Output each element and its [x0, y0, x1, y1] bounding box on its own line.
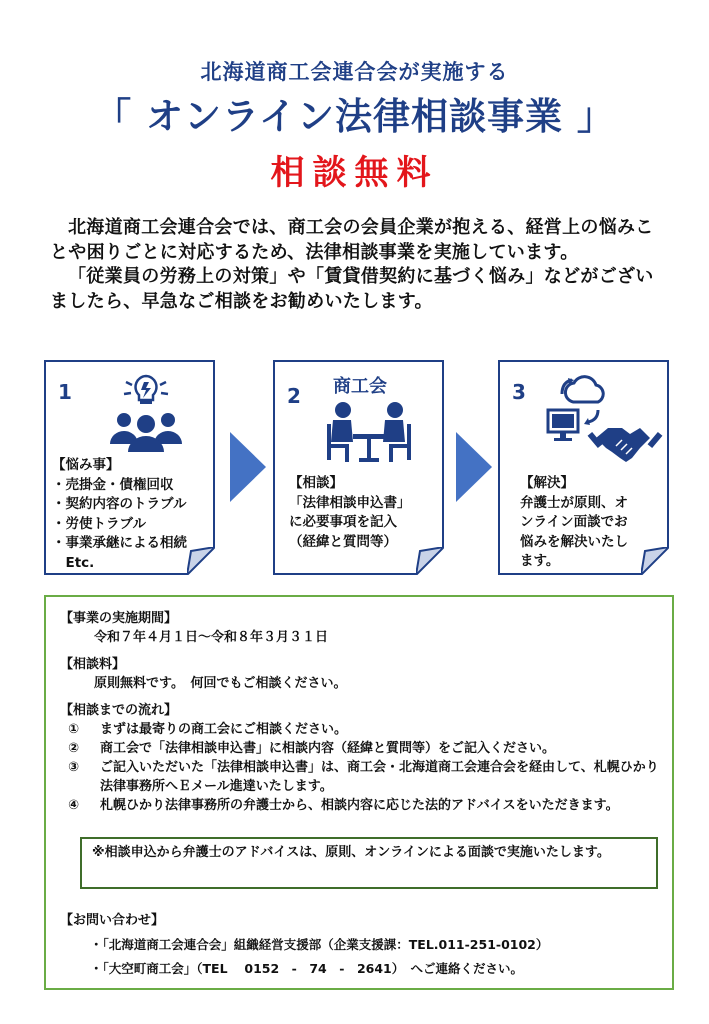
flow-step-4: 札幌ひかり法律事務所の弁護士から、相談内容に応じた法的アドバイスをいただきます。 — [100, 798, 619, 813]
page-fold-icon — [187, 547, 215, 575]
step-card-3 — [498, 360, 669, 575]
shokokai-label: 商工会 — [333, 376, 387, 397]
meeting-table-icon — [323, 400, 415, 464]
contact-federation: ・「北海道商工会連合会」組織経営支援部（企業支援課：TEL.011-251-0102） — [90, 937, 549, 952]
page-subtitle: 北海道商工会連合会が実施する — [200, 60, 509, 84]
online-note-box — [80, 837, 658, 889]
page-fold-icon — [641, 547, 669, 575]
step-number: 1 — [58, 380, 72, 404]
flow-num: ③ — [68, 760, 80, 775]
step-card-2 — [273, 360, 444, 575]
period-value: 令和７年４月１日～令和８年３月３１日 — [94, 630, 329, 645]
step-number: 2 — [287, 384, 301, 408]
fee-heading: 【相談料】 — [60, 657, 126, 672]
page-fold-icon — [416, 547, 444, 575]
flow-num: ④ — [68, 798, 80, 813]
info-box — [44, 595, 674, 990]
flow-num: ② — [68, 741, 80, 756]
flow-num: ① — [68, 722, 80, 737]
step-card-1 — [44, 360, 215, 575]
arrow-right-icon — [230, 432, 266, 502]
contact-heading: 【お問い合わせ】 — [60, 913, 165, 928]
step-number: 3 — [512, 380, 526, 404]
flow-heading: 【相談までの流れ】 — [60, 703, 178, 718]
page-title: 「 オンライン法律相談事業 」 — [94, 95, 615, 138]
free-consultation-label: 相談無料 — [270, 153, 439, 193]
arrow-right-icon — [456, 432, 492, 502]
fee-value: 原則無料です。 何回でもご相談ください。 — [94, 676, 347, 691]
flow-step-2: 商工会で「法律相談申込書」に相談内容（経緯と質問等）をご記入ください。 — [100, 741, 556, 756]
period-heading: 【事業の実施期間】 — [60, 611, 178, 626]
intro-paragraph-2: 「従業員の労務上の対策」や「賃貸借契約に基づく悩み」などがございましたら、早急なご相談をお勧めいたします。 — [50, 266, 654, 312]
step-description: 【解決】 弁護士が原則、オ ンライン面談でお 悩みを解決いたし ます。 — [520, 475, 628, 569]
step-description: 【相談】 「法律相談申込書」 に必要事項を記入 （経緯と質問等） — [289, 475, 411, 550]
step-description: 【悩み事】 ・売掛金・債権回収 ・契約内容のトラブル ・労使トラブル ・事業承継による相続 Etc. — [52, 457, 187, 571]
people-idea-icon — [104, 372, 188, 452]
contact-ozora: ・「大空町商工会」（TEL 0152 - 74 - 2641） へご連絡ください。 — [90, 961, 523, 976]
intro-paragraph-1: 北海道商工会連合会では、商工会の会員企業が抱える、経営上の悩みことや困りごとに対応するため、法律相談事業を実施しています。 — [50, 217, 654, 263]
cloud-computer-handshake-icon — [538, 372, 666, 464]
flow-step-1: まずは最寄りの商工会にご相談ください。 — [100, 722, 348, 737]
intro-text — [50, 216, 670, 314]
online-note: ※相談申込から弁護士のアドバイスは、原則、オンラインによる面談で実施いたします。 — [92, 845, 610, 860]
flow-step-3: ご記入いただいた「法律相談申込書」は、商工会・北海道商工会連合会を経由して、札幌ひかり法律事務所へＥメール進達いたします。 — [100, 760, 659, 794]
